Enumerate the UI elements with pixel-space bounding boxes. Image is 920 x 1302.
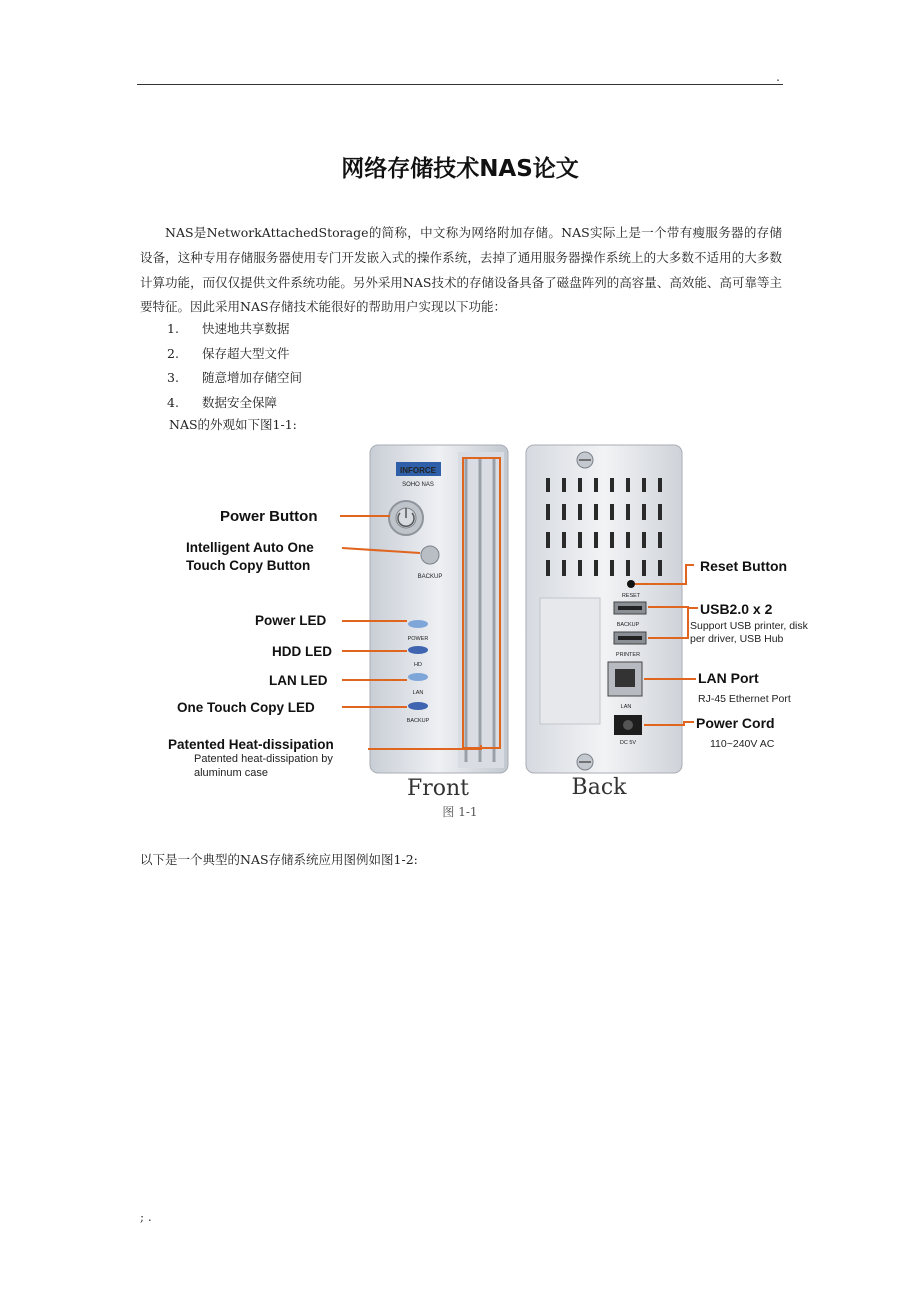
small-label-power: POWER — [407, 636, 429, 642]
callout-power-led: Power LED — [255, 613, 327, 628]
callout-usb-desc-1: Support USB printer, disk — [690, 620, 808, 632]
callout-power-cord: Power Cord — [696, 715, 775, 731]
back-label: Back — [571, 775, 627, 800]
small-label-backup2: BACKUP — [406, 718, 430, 724]
copy-button-shape — [421, 546, 439, 564]
header-mark: . — [776, 70, 780, 84]
list-number: 3. — [167, 370, 179, 386]
copy-led — [408, 702, 428, 710]
small-label-lan-port: LAN — [620, 704, 632, 710]
hdd-led — [408, 646, 428, 654]
callout-power-desc: 110~240V AC — [710, 738, 775, 750]
small-label-backup-port: BACKUP — [616, 622, 640, 628]
callout-power-button: Power Button — [220, 508, 318, 525]
list-item — [167, 366, 302, 391]
small-label-lan: LAN — [412, 690, 424, 696]
header-rule — [137, 84, 783, 85]
list-number: 4. — [167, 394, 179, 410]
back-device — [526, 445, 682, 773]
power-led — [408, 620, 428, 628]
callout-lan-led: LAN LED — [269, 673, 328, 688]
small-label-dc: DC 5V — [619, 740, 637, 746]
callout-hdd-led: HDD LED — [272, 644, 332, 659]
list-number: 1. — [167, 321, 179, 336]
document-title: 网络存储技术NAS论文 — [341, 156, 579, 182]
callout-usb: USB2.0 x 2 — [700, 601, 773, 617]
callout-reset: Reset Button — [700, 558, 788, 574]
list-item — [167, 391, 302, 416]
list-number: 2. — [167, 345, 179, 361]
callout-heat: Patented Heat-dissipation — [168, 737, 334, 752]
callout-auto-copy-1: Intelligent Auto One — [186, 540, 314, 555]
small-label-reset: RESET — [621, 593, 641, 599]
callout-usb-desc-2: per driver, USB Hub — [690, 633, 784, 645]
lan-led — [408, 673, 428, 681]
callout-copy-led: One Touch Copy LED — [177, 700, 315, 715]
nas-device-figure — [168, 440, 816, 802]
feature-list — [167, 317, 302, 415]
callout-auto-copy-2: Touch Copy Button — [186, 558, 311, 573]
intro-paragraph: NAS是NetworkAttachedStorage的简称，中文称为网络附加存储。NAS实际上是一个带有瘦服务器的存储设备，这种专用存储服务器使用专门开发嵌入式的操作系统，去掉了通用服务器操作系统上的大多数不适用的大多数计算功能，而仅仅提供文件系统功能。另外采用NAS技术的存储设备具备了磁盘阵列的高容量、高效能、高可靠等主要特征。因此采用NAS存储技术能很好的帮助用户实现以下功能： — [140, 225, 782, 315]
callout-lan: LAN Port — [698, 670, 759, 686]
small-label-hd: HD — [414, 662, 422, 668]
figure2-intro: 以下是一个典型的NAS存储系统应用图例如图1-2: — [140, 852, 418, 867]
brand-subtext: SOHO NAS — [402, 482, 434, 488]
brand-text: INFORCE — [400, 466, 436, 475]
callout-heat-desc-2: aluminum case — [194, 767, 268, 779]
figure1-intro: NAS的外观如下图1-1: — [169, 417, 297, 432]
footer-mark: ; . — [140, 1210, 152, 1224]
small-label-backup: BACKUP — [417, 574, 443, 580]
list-text: 快速地共享数据 — [202, 321, 290, 336]
figure1-caption: 图 1-1 — [442, 805, 478, 819]
list-text: 随意增加存储空间 — [202, 370, 303, 386]
reset-hole — [627, 580, 635, 588]
list-item — [167, 342, 302, 367]
callout-heat-desc-1: Patented heat-dissipation by — [194, 753, 333, 765]
front-device — [370, 445, 508, 773]
callout-lan-desc: RJ-45 Ethernet Port — [698, 693, 791, 705]
front-label: Front — [406, 776, 470, 801]
list-text: 保存超大型文件 — [202, 345, 290, 361]
list-text: 数据安全保障 — [202, 394, 278, 410]
list-item — [167, 317, 302, 342]
small-label-printer: PRINTER — [615, 652, 641, 658]
